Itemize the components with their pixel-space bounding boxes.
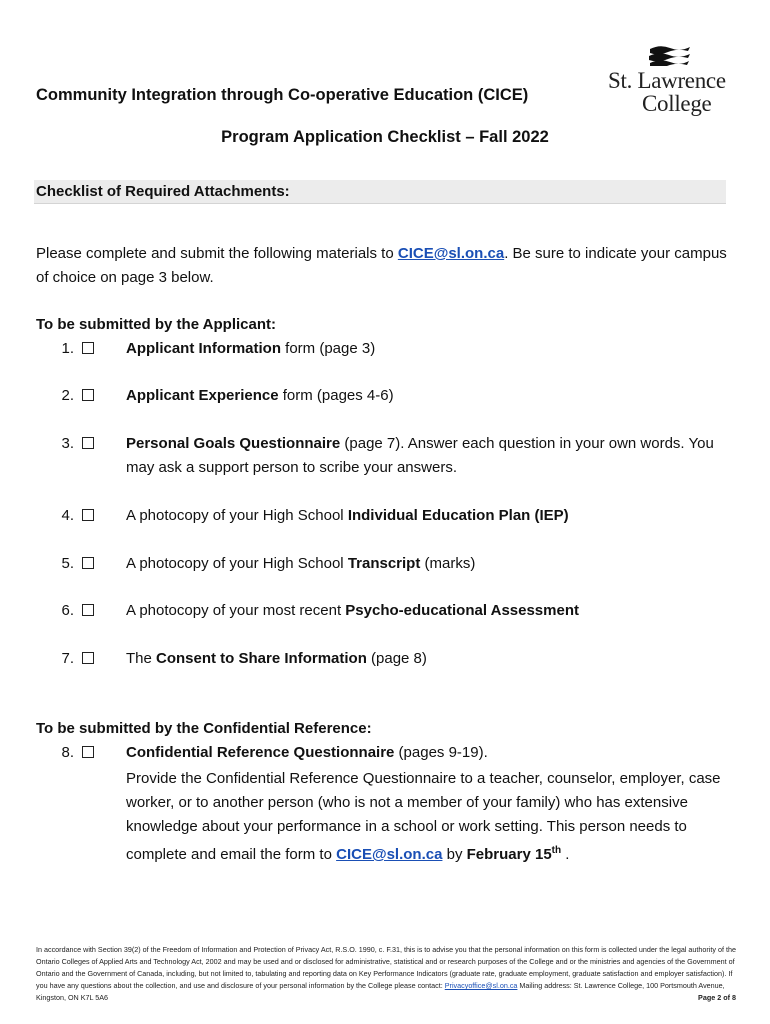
waves-icon bbox=[646, 44, 692, 66]
item-text: A photocopy of your High School Transcript (marks) bbox=[126, 555, 476, 572]
item-text: Confidential Reference Questionnaire (pages 9-19). bbox=[126, 744, 488, 761]
item-number: 8. bbox=[61, 744, 74, 761]
privacy-footer bbox=[36, 944, 736, 1004]
checkbox[interactable] bbox=[82, 604, 94, 616]
college-logo bbox=[606, 44, 732, 116]
document-subtitle: Program Application Checklist – Fall 2022 bbox=[221, 128, 549, 146]
logo-text-line1: St. Lawrence bbox=[608, 68, 726, 93]
item-text: Applicant Information form (page 3) bbox=[126, 340, 376, 357]
checkbox[interactable] bbox=[82, 557, 94, 569]
checkbox[interactable] bbox=[82, 746, 94, 758]
cice-email-link[interactable]: CICE@sl.on.ca bbox=[397, 245, 505, 262]
page-number: Page 2 of 8 bbox=[698, 993, 736, 1002]
item-text: A photocopy of your High School Individual Education Plan (IEP) bbox=[126, 507, 569, 524]
applicant-heading: To be submitted by the Applicant: bbox=[36, 316, 276, 333]
item-text: The Consent to Share Information (page 8) bbox=[126, 650, 427, 667]
intro-text-before: Please complete and submit the following materials to bbox=[36, 245, 398, 262]
mailing-address: Mailing address: St. Lawrence College, 100 Portsmouth Avenue, Kingston, ON K7L 5A6 bbox=[36, 981, 725, 1002]
checkbox[interactable] bbox=[82, 652, 94, 664]
checkbox[interactable] bbox=[82, 342, 94, 354]
intro-text-after: . Be sure to indicate your campus of choice on page 3 below. bbox=[36, 245, 727, 286]
item-number: 6. bbox=[61, 602, 74, 619]
logo-text-line2: College bbox=[642, 91, 712, 116]
item-number: 4. bbox=[61, 507, 74, 524]
checkbox[interactable] bbox=[82, 389, 94, 401]
section-header-bar bbox=[34, 180, 726, 204]
item-number: 5. bbox=[61, 555, 74, 572]
section-title: Checklist of Required Attachments: bbox=[36, 183, 290, 200]
item-number: 7. bbox=[61, 650, 74, 667]
checkbox[interactable] bbox=[82, 437, 94, 449]
item-text: Personal Goals Questionnaire (page 7). Answer each question in your own words. You may ask a support person to scribe your answers. bbox=[126, 435, 714, 476]
item-number: 3. bbox=[61, 435, 74, 452]
item-number: 2. bbox=[61, 387, 74, 404]
privacy-notice: In accordance with Section 39(2) of the Freedom of Information and Protection of Privacy Act, R.S.O. 1990, c. F.31, this is to advise you that the personal information on this form is collected under the legal authority of the Ontario Colleges of Applied Arts and Technology Act, 2002 and may be used and or disclosed for administrative, statistical and or research purposes of the College and or the ministries and agencies of the Government of Ontario and the Government of Canada, including, but not limited to, tabulating and reporting data on Key Performance Indicators (graduate rate, graduate employment, graduate satisfaction and employer satisfaction). If you have any questions about the collection, and use and disclosure of your personal information by the College please contact: bbox=[36, 945, 736, 990]
item-text: Applicant Experience form (pages 4-6) bbox=[126, 387, 394, 404]
item-text: A photocopy of your most recent Psycho-educational Assessment bbox=[126, 602, 579, 619]
reference-heading: To be submitted by the Confidential Reference: bbox=[36, 720, 372, 737]
privacy-email-link[interactable]: Privacyoffice@sl.on.ca bbox=[444, 981, 518, 990]
document-title: Community Integration through Co-operative Education (CICE) bbox=[36, 86, 529, 104]
checkbox[interactable] bbox=[82, 509, 94, 521]
deadline: February 15 bbox=[466, 846, 552, 863]
intro-paragraph bbox=[36, 242, 736, 290]
item-number: 1. bbox=[61, 340, 74, 357]
cice-email-link-reference[interactable]: CICE@sl.on.ca bbox=[336, 846, 443, 863]
